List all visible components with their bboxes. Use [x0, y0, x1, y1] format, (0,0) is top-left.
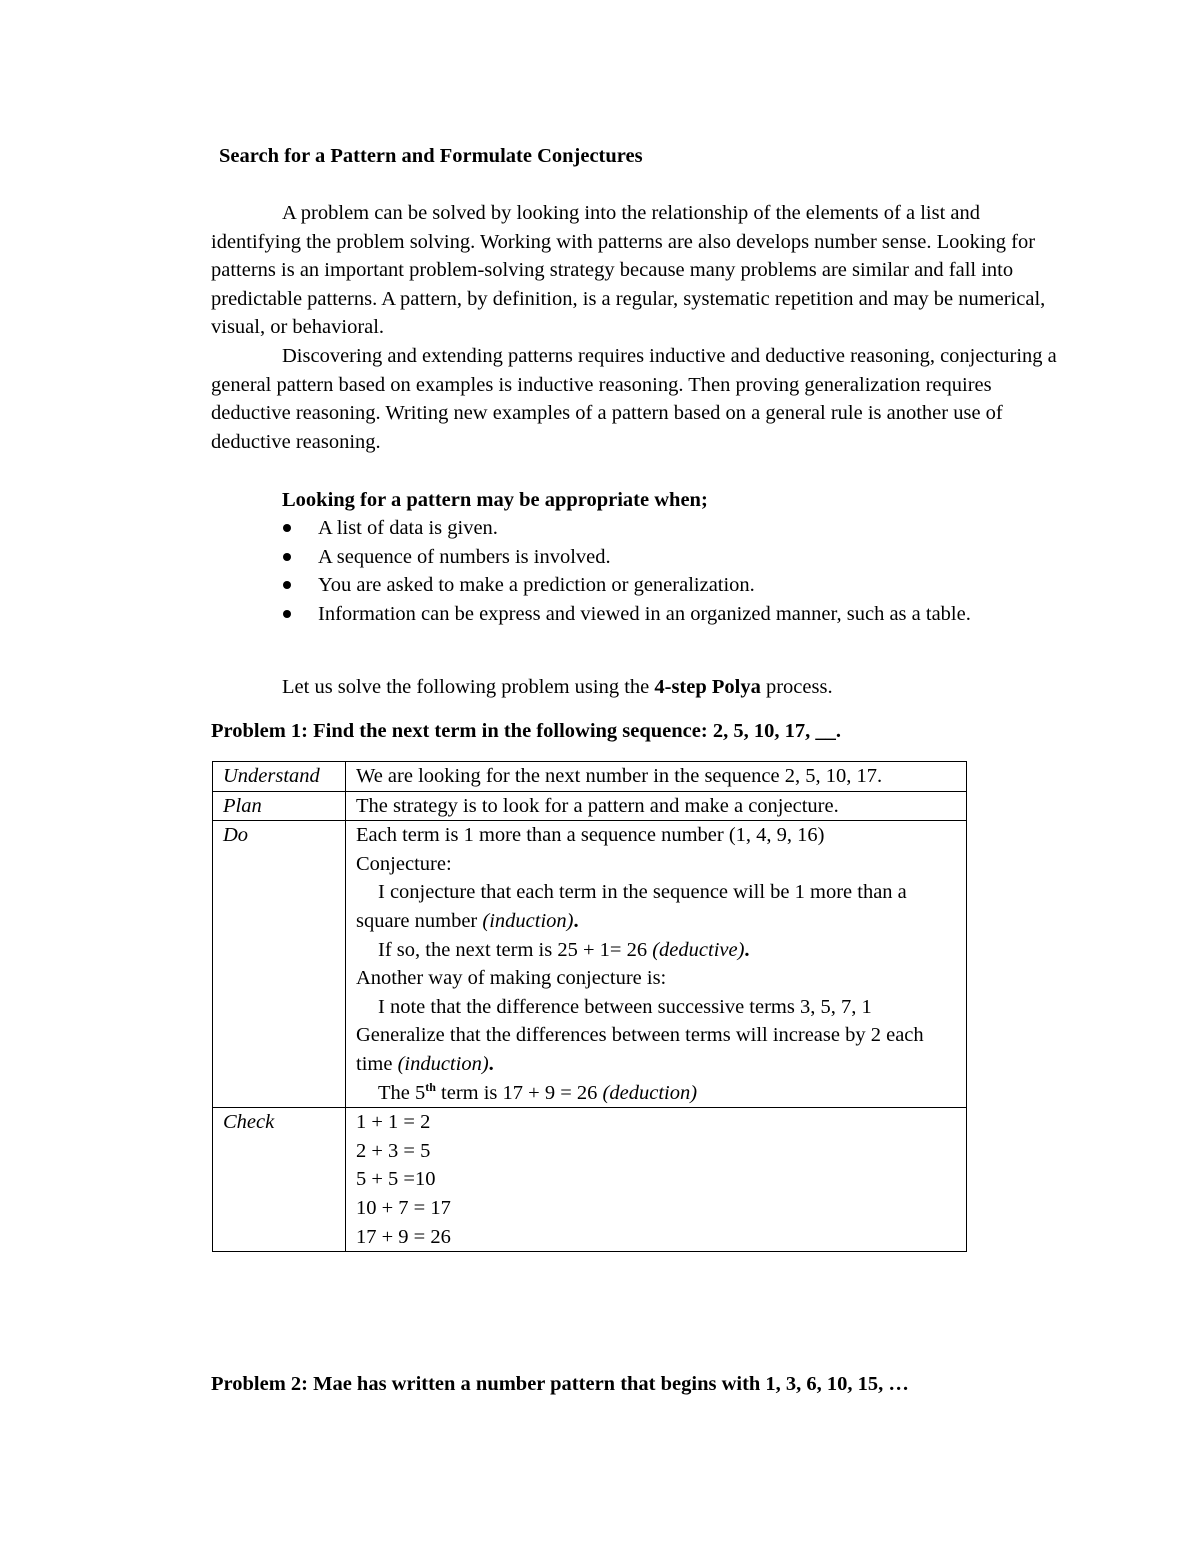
step-label-check: Check	[213, 1108, 346, 1252]
table-row	[213, 821, 967, 1108]
reasoning-paragraph: Discovering and extending patterns requires inductive and deductive reasoning, conjecturing a general pattern based on examples is inductive reasoning. Then proving generalization requires deductive reasoning. Writing new examples of a pattern based on a general rule is another use of deductive reasoning.	[211, 345, 1057, 453]
do-bold: .	[488, 1052, 494, 1075]
list-item-text: A sequence of numbers is involved.	[318, 545, 611, 568]
check-line: 1 + 1 = 2	[356, 1111, 431, 1134]
do-bold: .	[744, 938, 750, 961]
do-bold: .	[573, 909, 579, 932]
polya-table	[212, 761, 967, 1252]
list-item	[282, 571, 1042, 600]
do-superscript: th	[425, 1079, 436, 1094]
step-content-plan: The strategy is to look for a pattern and make a conjecture.	[346, 791, 967, 821]
polya-intro-before: Let us solve the following problem using the	[282, 676, 655, 698]
check-line: 17 + 9 = 26	[356, 1225, 451, 1248]
looking-heading: Looking for a pattern may be appropriate when;	[282, 489, 708, 511]
table-row	[213, 1108, 967, 1252]
do-line	[356, 1079, 956, 1108]
table-row	[213, 762, 967, 792]
step-content-understand: We are looking for the next number in the sequence 2, 5, 10, 17.	[346, 762, 967, 792]
do-line: Another way of making conjecture is:	[356, 967, 667, 990]
intro-paragraph: A problem can be solved by looking into the relationship of the elements of a list and identifying the problem solving. Working with patterns are also develops number sense. Looking for patterns is an important problem-solving strategy because many problems are similar and fall into predictable patterns. A pattern, by definition, is a regular, systematic repetition and may be numerical, visual, or behavioral.	[211, 202, 1046, 339]
do-line: I note that the difference between successive terms 3, 5, 7, 1	[378, 995, 872, 1018]
step-content-check	[346, 1108, 967, 1252]
do-text: I conjecture that each term in the sequence will be 1 more than a square number	[356, 881, 907, 932]
step-content-do	[346, 821, 967, 1108]
step-label-plan: Plan	[213, 791, 346, 821]
do-italic: (induction)	[397, 1052, 489, 1075]
do-text: Generalize that the differences between terms will increase by 2 each time	[356, 1024, 924, 1075]
list-item-text: A list of data is given.	[318, 517, 498, 539]
polya-intro	[282, 673, 833, 702]
bullet-icon	[283, 524, 291, 532]
polya-intro-after: process.	[760, 676, 833, 698]
bullet-icon	[283, 610, 291, 618]
check-line: 5 + 5 =10	[356, 1168, 436, 1191]
list-item	[282, 600, 1042, 629]
do-line	[356, 878, 956, 935]
do-italic: (induction)	[482, 909, 574, 932]
bullet-icon	[283, 553, 291, 561]
list-item-text: You are asked to make a prediction or generalization.	[318, 574, 755, 597]
do-line: Conjecture:	[356, 852, 452, 875]
when-list	[282, 514, 1042, 628]
do-text: term is 17 + 9 = 26	[435, 1081, 603, 1104]
list-item-text: Information can be express and viewed in an organized manner, such as a table.	[318, 602, 971, 625]
step-label-understand: Understand	[213, 762, 346, 792]
problem1-heading: Problem 1: Find the next term in the following sequence: 2, 5, 10, 17, __.	[211, 720, 841, 742]
problem2-heading: Problem 2: Mae has written a number pattern that begins with 1, 3, 6, 10, 15, …	[211, 1373, 909, 1395]
bullet-icon	[283, 581, 291, 589]
page-title: Search for a Pattern and Formulate Conjectures	[219, 145, 643, 167]
do-line: Each term is 1 more than a sequence number (1, 4, 9, 16)	[356, 824, 825, 847]
do-text: The 5	[378, 1081, 426, 1104]
check-line: 2 + 3 = 5	[356, 1139, 431, 1162]
do-line	[356, 936, 956, 965]
check-line: 10 + 7 = 17	[356, 1196, 451, 1219]
do-italic: (deduction)	[602, 1081, 698, 1104]
list-item	[282, 514, 1042, 543]
do-italic: (deductive)	[652, 938, 745, 961]
do-line	[356, 1021, 956, 1078]
step-label-do: Do	[213, 821, 346, 1108]
polya-intro-bold: 4-step Polya	[654, 676, 761, 698]
table-row	[213, 791, 967, 821]
list-item	[282, 543, 1042, 572]
do-text: If so, the next term is 25 + 1= 26	[378, 938, 653, 961]
